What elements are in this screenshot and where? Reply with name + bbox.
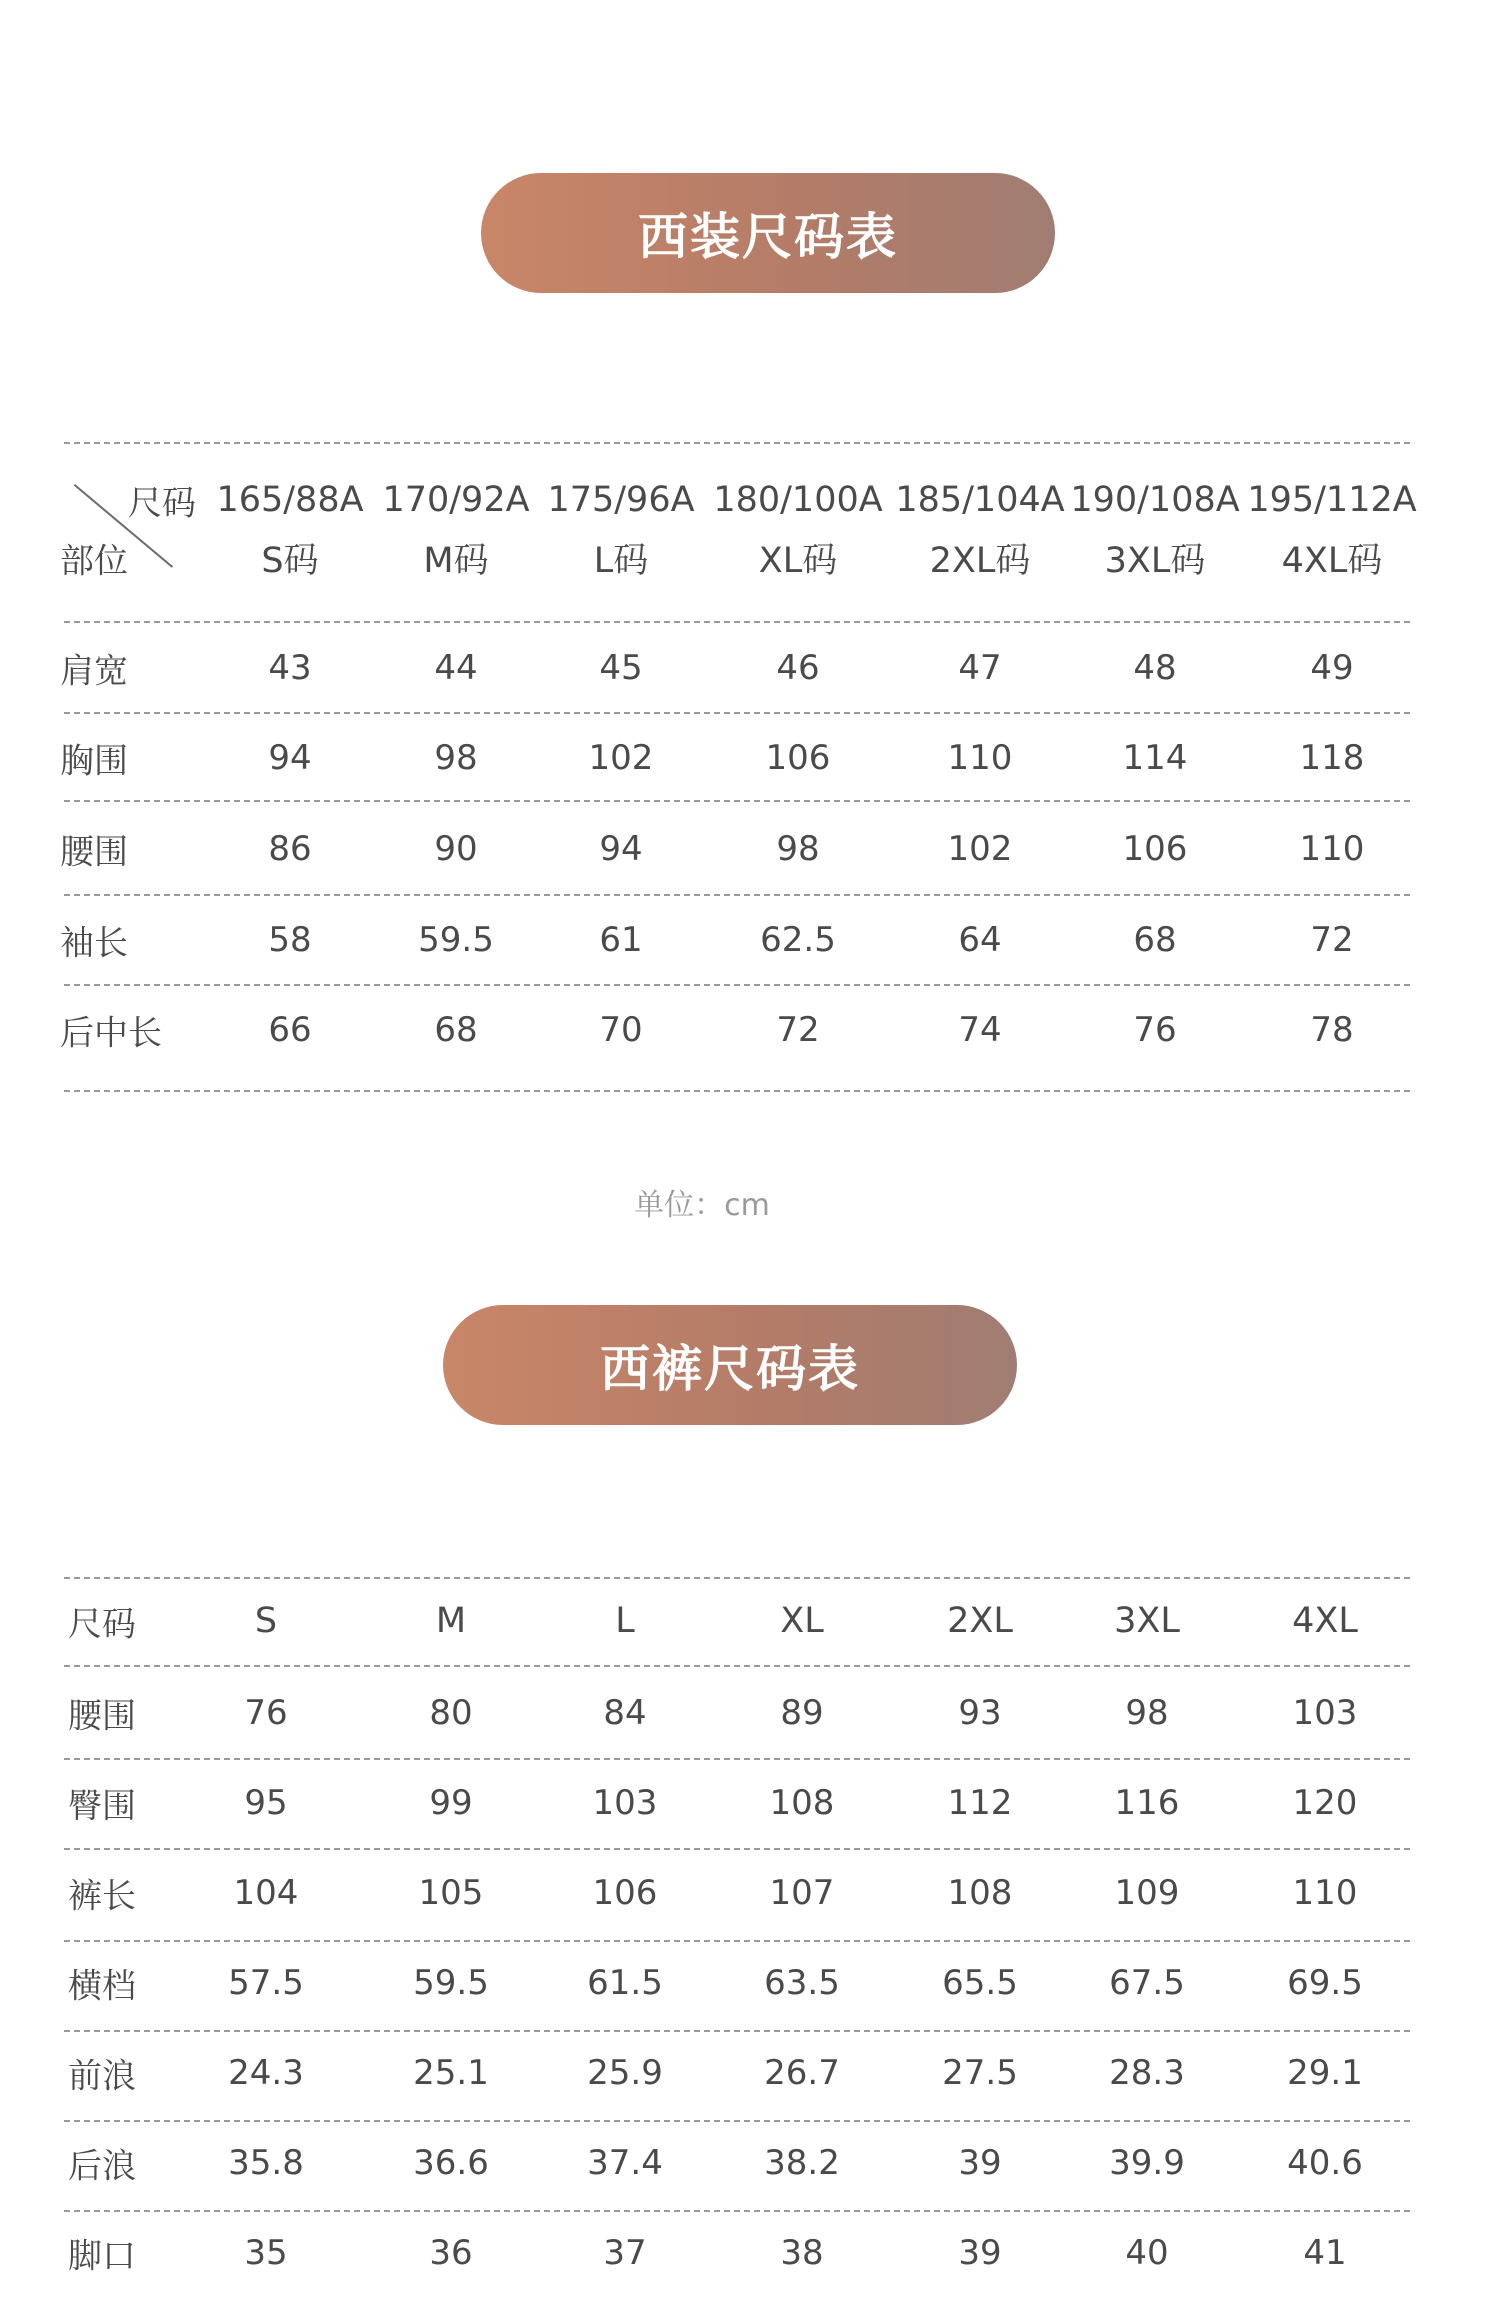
table-cell: 35 bbox=[244, 2233, 288, 2273]
table-cell: 103 bbox=[592, 1783, 658, 1823]
table-cell: 93 bbox=[958, 1693, 1002, 1733]
divider bbox=[64, 800, 1410, 802]
table-cell: 57.5 bbox=[228, 1963, 304, 2003]
table-cell: 63.5 bbox=[764, 1963, 840, 2003]
table-cell: 116 bbox=[1114, 1783, 1180, 1823]
table-cell: 39 bbox=[958, 2233, 1002, 2273]
table-cell: 76 bbox=[244, 1693, 288, 1733]
table-cell: 39 bbox=[958, 2143, 1002, 2183]
table-cell: 95 bbox=[244, 1783, 288, 1823]
table-cell: 64 bbox=[958, 920, 1002, 960]
table-cell: 38 bbox=[780, 2233, 824, 2273]
table-cell: 48 bbox=[1133, 648, 1177, 688]
table-cell: 67.5 bbox=[1109, 1963, 1185, 2003]
table-cell: 47 bbox=[958, 648, 1002, 688]
divider bbox=[64, 1090, 1410, 1092]
table-cell: 62.5 bbox=[760, 920, 836, 960]
table-cell: 104 bbox=[233, 1873, 299, 1913]
pants-header-label: 尺码 bbox=[68, 1604, 136, 1645]
table-cell: 106 bbox=[1122, 829, 1188, 869]
table-cell: 41 bbox=[1303, 2233, 1347, 2273]
table-cell: 25.9 bbox=[587, 2053, 663, 2093]
size-header: S bbox=[254, 1601, 278, 1641]
size-name-header: 4XL码 bbox=[1281, 541, 1383, 581]
size-header: L bbox=[615, 1601, 635, 1641]
table-cell: 72 bbox=[1310, 920, 1354, 960]
table-cell: 103 bbox=[1292, 1693, 1358, 1733]
table-cell: 110 bbox=[1299, 829, 1365, 869]
table-cell: 68 bbox=[434, 1010, 478, 1050]
table-cell: 94 bbox=[599, 829, 643, 869]
size-header: 2XL bbox=[947, 1601, 1013, 1641]
table-cell: 38.2 bbox=[764, 2143, 840, 2183]
row-label: 前浪 bbox=[68, 2056, 136, 2097]
table-cell: 80 bbox=[429, 1693, 473, 1733]
table-cell: 39.9 bbox=[1109, 2143, 1185, 2183]
size-code-header: 165/88A bbox=[216, 480, 364, 520]
table-cell: 90 bbox=[434, 829, 478, 869]
divider bbox=[64, 894, 1410, 896]
divider bbox=[64, 1577, 1410, 1579]
divider bbox=[64, 1848, 1410, 1850]
table-cell: 45 bbox=[599, 648, 643, 688]
size-header: 3XL bbox=[1114, 1601, 1180, 1641]
table-cell: 65.5 bbox=[942, 1963, 1018, 2003]
divider bbox=[64, 2120, 1410, 2122]
table-cell: 114 bbox=[1122, 738, 1188, 778]
size-name-header: M码 bbox=[423, 541, 489, 581]
table-cell: 86 bbox=[268, 829, 312, 869]
divider bbox=[64, 621, 1410, 623]
table-cell: 66 bbox=[268, 1010, 312, 1050]
table-cell: 102 bbox=[947, 829, 1013, 869]
size-code-header: 185/104A bbox=[895, 480, 1065, 520]
table-cell: 98 bbox=[1125, 1693, 1169, 1733]
table-cell: 61.5 bbox=[587, 1963, 663, 2003]
corner-label-size: 尺码 bbox=[128, 483, 196, 524]
corner-label-part: 部位 bbox=[60, 541, 128, 582]
row-label: 裤长 bbox=[68, 1876, 136, 1917]
size-name-header: XL码 bbox=[758, 541, 838, 581]
row-label: 肩宽 bbox=[60, 651, 128, 692]
divider bbox=[64, 1940, 1410, 1942]
table-cell: 49 bbox=[1310, 648, 1354, 688]
suit-size-chart-title: 西装尺码表 bbox=[481, 173, 1055, 293]
size-code-header: 180/100A bbox=[713, 480, 883, 520]
table-cell: 110 bbox=[947, 738, 1013, 778]
table-cell: 27.5 bbox=[942, 2053, 1018, 2093]
row-label: 脚口 bbox=[68, 2236, 136, 2277]
table-cell: 74 bbox=[958, 1010, 1002, 1050]
table-cell: 69.5 bbox=[1287, 1963, 1363, 2003]
size-name-header: 3XL码 bbox=[1104, 541, 1206, 581]
table-cell: 107 bbox=[769, 1873, 835, 1913]
table-cell: 108 bbox=[769, 1783, 835, 1823]
table-cell: 37.4 bbox=[587, 2143, 663, 2183]
divider bbox=[64, 2210, 1410, 2212]
unit-note: 单位：cm bbox=[634, 1188, 770, 1223]
table-cell: 44 bbox=[434, 648, 478, 688]
row-label: 腰围 bbox=[68, 1696, 136, 1737]
row-label: 袖长 bbox=[60, 923, 128, 964]
row-label: 腰围 bbox=[60, 832, 128, 873]
size-name-header: L码 bbox=[593, 541, 649, 581]
table-cell: 76 bbox=[1133, 1010, 1177, 1050]
table-cell: 118 bbox=[1299, 738, 1365, 778]
row-label: 臀围 bbox=[68, 1786, 136, 1827]
size-code-header: 170/92A bbox=[382, 480, 530, 520]
table-cell: 26.7 bbox=[764, 2053, 840, 2093]
size-header: M bbox=[435, 1601, 467, 1641]
table-cell: 58 bbox=[268, 920, 312, 960]
row-label: 后中长 bbox=[60, 1013, 162, 1054]
pants-size-chart-title: 西裤尺码表 bbox=[443, 1305, 1017, 1425]
table-cell: 29.1 bbox=[1287, 2053, 1363, 2093]
table-cell: 120 bbox=[1292, 1783, 1358, 1823]
divider bbox=[64, 712, 1410, 714]
table-cell: 94 bbox=[268, 738, 312, 778]
table-cell: 98 bbox=[776, 829, 820, 869]
table-cell: 99 bbox=[429, 1783, 473, 1823]
table-cell: 106 bbox=[765, 738, 831, 778]
table-cell: 46 bbox=[776, 648, 820, 688]
table-cell: 106 bbox=[592, 1873, 658, 1913]
size-code-header: 190/108A bbox=[1070, 480, 1240, 520]
table-cell: 102 bbox=[588, 738, 654, 778]
table-cell: 35.8 bbox=[228, 2143, 304, 2183]
size-header: XL bbox=[780, 1601, 824, 1641]
table-cell: 98 bbox=[434, 738, 478, 778]
divider bbox=[64, 442, 1410, 444]
table-cell: 25.1 bbox=[413, 2053, 489, 2093]
table-cell: 112 bbox=[947, 1783, 1013, 1823]
size-code-header: 195/112A bbox=[1247, 480, 1417, 520]
divider bbox=[64, 984, 1410, 986]
table-cell: 36.6 bbox=[413, 2143, 489, 2183]
table-cell: 37 bbox=[603, 2233, 647, 2273]
table-cell: 40 bbox=[1125, 2233, 1169, 2273]
table-cell: 61 bbox=[599, 920, 643, 960]
table-cell: 89 bbox=[780, 1693, 824, 1733]
table-cell: 105 bbox=[418, 1873, 484, 1913]
table-cell: 108 bbox=[947, 1873, 1013, 1913]
table-cell: 84 bbox=[603, 1693, 647, 1733]
size-header: 4XL bbox=[1292, 1601, 1358, 1641]
table-cell: 110 bbox=[1292, 1873, 1358, 1913]
table-cell: 28.3 bbox=[1109, 2053, 1185, 2093]
table-cell: 24.3 bbox=[228, 2053, 304, 2093]
table-cell: 68 bbox=[1133, 920, 1177, 960]
table-cell: 43 bbox=[268, 648, 312, 688]
row-label: 胸围 bbox=[60, 741, 128, 782]
size-code-header: 175/96A bbox=[547, 480, 695, 520]
table-cell: 40.6 bbox=[1287, 2143, 1363, 2183]
table-cell: 59.5 bbox=[413, 1963, 489, 2003]
table-cell: 59.5 bbox=[418, 920, 494, 960]
size-name-header: 2XL码 bbox=[929, 541, 1031, 581]
size-name-header: S码 bbox=[261, 541, 319, 581]
table-cell: 78 bbox=[1310, 1010, 1354, 1050]
table-cell: 109 bbox=[1114, 1873, 1180, 1913]
table-cell: 36 bbox=[429, 2233, 473, 2273]
row-label: 后浪 bbox=[68, 2146, 136, 2187]
table-cell: 72 bbox=[776, 1010, 820, 1050]
divider bbox=[64, 2030, 1410, 2032]
divider bbox=[64, 1758, 1410, 1760]
divider bbox=[64, 1665, 1410, 1667]
table-cell: 70 bbox=[599, 1010, 643, 1050]
row-label: 横档 bbox=[68, 1966, 136, 2007]
